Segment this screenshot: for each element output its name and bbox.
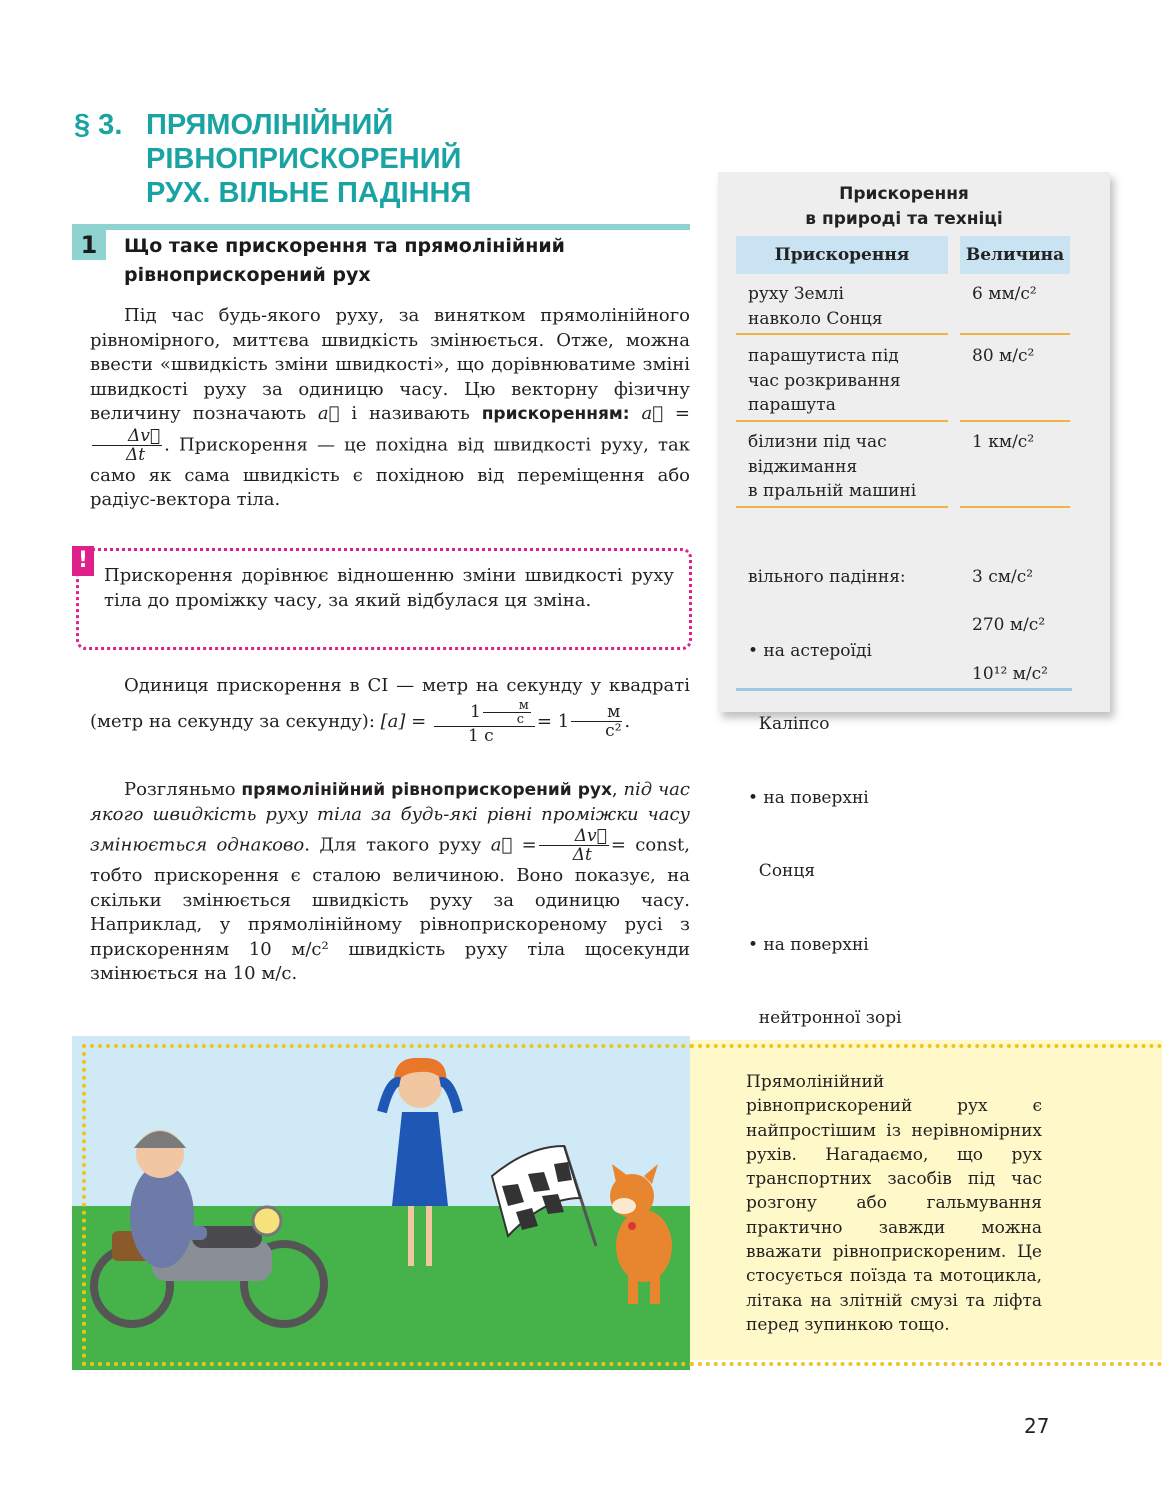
unit-formula-den: 1 с — [467, 725, 494, 746]
table-row-value: 80 м/с² — [972, 346, 1035, 366]
table-row-value: 3 см/с² — [972, 567, 1034, 587]
table-divider — [736, 420, 948, 422]
subsection-title-line-1: Що таке прискорення та прямолінійний — [124, 235, 565, 257]
p1-formula-lhs: a⃗ = — [641, 403, 690, 424]
paragraph-1 — [90, 304, 690, 513]
p1-formula-fraction — [92, 427, 162, 464]
p1-text-c: . Прискорення — це похідна від швидкості руху, так само як сама швидкість є похідною від переміщення або радіус-вектора тіла. — [90, 434, 690, 510]
row2-label-3: парашута — [748, 395, 836, 415]
p3-term: прямолінійний рівноприскорений рух — [241, 780, 612, 800]
definition-text: Прискорення дорівнює відношенню зміни швидкості руху тіла до проміжку часу, за який відбулася ця зміна. — [104, 565, 674, 611]
p1-formula-den: Δt — [126, 444, 146, 465]
unit-formula-result — [571, 703, 622, 740]
p1-term: прискоренням: — [481, 404, 630, 424]
row4-label-6: • на поверхні — [748, 934, 869, 955]
table-divider — [960, 420, 1070, 422]
p1-text-b: і називають — [339, 403, 482, 424]
p3-text-d: тобто прискорення є сталою величиною. Воно показує, на скільки змінюється швидкість руху за одиницю часу. Наприклад, у прямолінійному рівноприскореному русі з прискоренням 10 м/с² швидкість руху тіла щосекунди змінюється на 10 м/с. — [90, 865, 690, 984]
table-row-value: 270 м/с² — [972, 615, 1046, 635]
unit-num-one: 1 — [469, 701, 481, 722]
p1-formula-num: Δv⃗ — [92, 427, 162, 446]
p3-text-c: . Для такого руху — [304, 834, 491, 856]
row4-label-7: нейтронної зорі — [748, 1008, 902, 1028]
row3-label-1: білизни під час — [748, 432, 887, 452]
row4-label-5: Сонця — [748, 861, 816, 881]
table-row-value: 6 мм/с² — [972, 284, 1037, 304]
unit-result-m: м — [571, 703, 622, 722]
unit-result-s2: с² — [605, 721, 622, 741]
unit-num-m: м — [483, 699, 531, 713]
subsection-title — [124, 232, 644, 290]
aside-dotted-border — [82, 1044, 694, 1366]
table-row-label — [748, 516, 906, 1055]
p1-symbol: a⃗ — [317, 403, 340, 424]
table-row-label — [748, 430, 916, 504]
p1-text-a: Під час будь-якого руху, за винятком прямолінійного рівномірного, миттєва швидкість змінюється. Отже, можна ввести «швидкість зміни швидкості», що дорівнюватиме зміні швидкості руху за одиницю часу. Цю векторну фізичну величину позначають — [90, 305, 690, 424]
p3-formula-lhs: a⃗ = — [490, 834, 537, 856]
subsection-number: 1 — [72, 230, 106, 260]
table-title-line-1: Прискорення — [839, 184, 969, 204]
unit-num-inner — [483, 699, 531, 726]
p3-formula-den: Δt — [572, 845, 592, 865]
table-divider — [960, 506, 1070, 508]
table-divider — [736, 333, 948, 335]
p3-text-b: , — [611, 779, 624, 800]
table-row-label — [748, 344, 901, 418]
row3-label-2: віджимання — [748, 456, 858, 477]
title-line-2: РУХ. ВІЛЬНЕ ПАДІННЯ — [146, 177, 472, 209]
section-number: § 3. — [74, 109, 123, 141]
table-row-value: 10¹² м/с² — [972, 664, 1048, 684]
p3-formula-rhs: = const, — [610, 834, 690, 856]
p3-text-a: Розгляньмо — [124, 779, 242, 800]
row1-label-1: руху Землі — [748, 284, 844, 304]
table-title-line-2: в природі та техніці — [805, 209, 1003, 229]
row2-label-1: парашутиста під — [748, 346, 899, 366]
p3-formula-fraction — [539, 827, 609, 864]
unit-formula-fraction — [434, 699, 535, 745]
row3-label-3: в пральній машині — [748, 481, 917, 501]
row1-label-2: навколо Сонця — [748, 308, 883, 329]
row4-label-1: вільного падіння: — [748, 567, 906, 587]
table-bottom-rule — [736, 688, 1072, 691]
table-row-label — [748, 282, 883, 331]
unit-formula-eq: = 1 — [536, 710, 570, 732]
table-header-value: Величина — [960, 236, 1070, 274]
unit-formula-num — [434, 699, 535, 727]
p2-text: Одиниця прискорення в СІ — метр на секунду у квадраті (метр на секунду за секунду): — [90, 675, 690, 732]
unit-formula-lhs: [a] = — [380, 710, 427, 732]
table-title — [718, 182, 1090, 232]
page-number: 27 — [1024, 1414, 1050, 1438]
table-divider — [960, 333, 1070, 335]
unit-num-s: с — [516, 711, 525, 727]
table-header-acceleration: Прискорення — [736, 236, 948, 274]
row4-label-2: • на астероїді — [748, 640, 872, 661]
row2-label-2: час розкривання — [748, 370, 901, 391]
row4-label-4: • на поверхні — [748, 787, 869, 808]
subsection-title-line-2: рівноприскорений рух — [124, 264, 371, 286]
table-divider — [736, 506, 948, 508]
title-line-1: ПРЯМОЛІНІЙНИЙ РІВНОПРИСКОРЕНИЙ — [146, 109, 462, 175]
section-header-bar — [72, 224, 690, 230]
exclamation-icon: ! — [72, 546, 94, 576]
p3-formula-num: Δv⃗ — [539, 827, 609, 846]
paragraph-2: Одиниця прискорення в СІ — метр на секунду у квадраті (метр на секунду за секунду): [a] = 1 $\frac{м}{с}$ 1 с = 1 $\frac{м}{\text{с²}}$ . — [90, 675, 690, 746]
row4-label-3: Каліпсо — [748, 714, 830, 734]
aside-text: Прямолінійний рівноприскорений рух є найпростішим із нерівномірних рухів. Нагадаємо, що рух транспортних засобів під час розгону або гальмування практично завжди можна вважати рівноприскореним. Це стосується поїзда та мотоцикла, літака на злітній смузі та ліфта перед зупинкою тощо. — [746, 1072, 1042, 1335]
p3-italic: під час якого швидкість руху тіла за будь-які рівні проміжки часу змінюється однаково — [90, 779, 690, 856]
table-row-value: 1 км/с² — [972, 432, 1035, 452]
paragraph-3 — [90, 778, 690, 987]
